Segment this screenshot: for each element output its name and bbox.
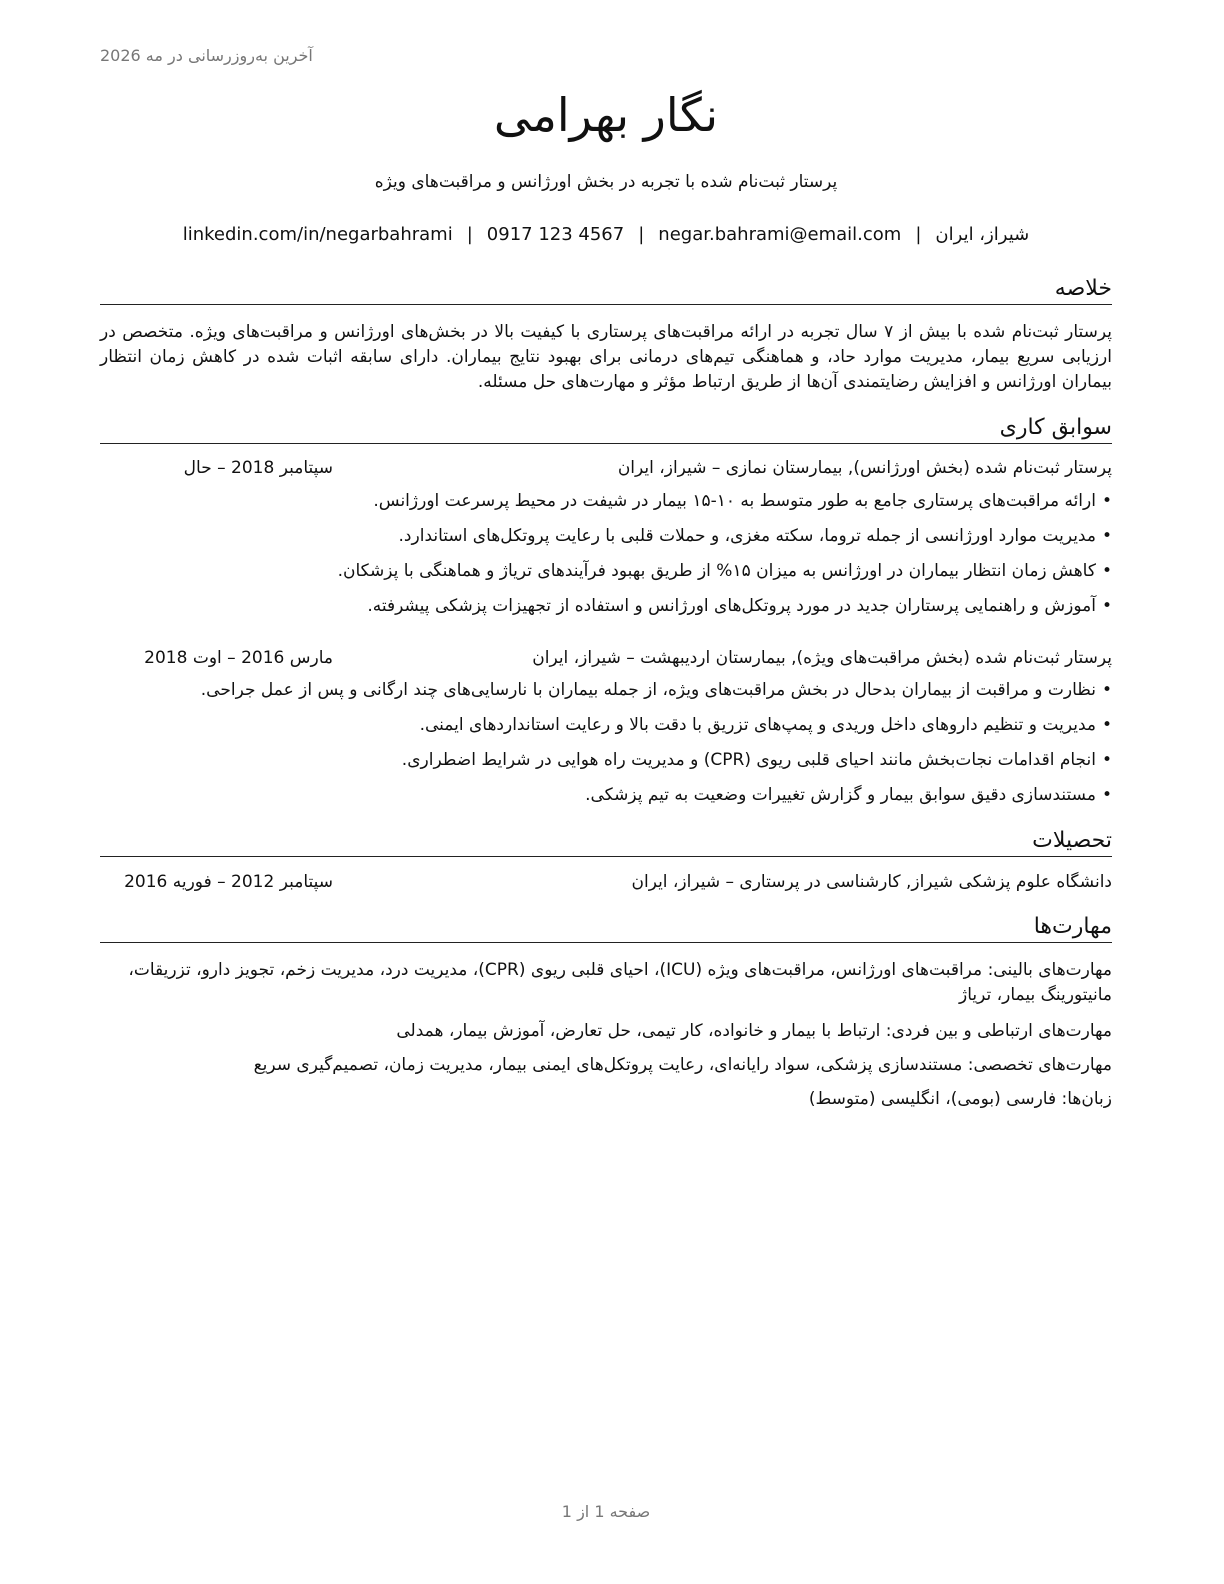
education-entry [100,872,1112,896]
summary-heading: خلاصه [100,276,1112,305]
list-item: • انجام اقدامات نجات‌بخش مانند احیای قلبی ریوی (CPR) و مدیریت راه هوایی در شرایط اضطراری. [100,748,1112,772]
job-bullets [100,678,1112,818]
job-bullets [100,489,1112,629]
list-item: • مدیریت موارد اورژانسی از جمله تروما، سکته مغزی، و حملات قلبی با رعایت پروتکل‌های استاندارد. [100,524,1112,548]
degree-title: دانشگاه علوم پزشکی شیراز, کارشناسی در پرستاری – شیراز، ایران [631,872,1112,892]
job-header [100,458,1112,482]
skill-line: زبان‌ها: فارسی (بومی)، انگلیسی (متوسط) [808,1089,1112,1109]
job-date: سپتامبر 2018 – حال [183,458,333,478]
email-link[interactable]: negar.bahrami@email.com [658,224,902,245]
skills-heading: مهارت‌ها [100,914,1112,943]
list-item: • کاهش زمان انتظار بیماران در اورژانس به میزان ۱۵% از طریق بهبود فرآیندهای تریاژ و هماهنگی با پزشکان. [100,559,1112,583]
list-item: • نظارت و مراقبت از بیماران بدحال در بخش مراقبت‌های ویژه، از جمله بیماران با نارسایی‌های چند ارگانی و پس از عمل جراحی. [100,678,1112,702]
last-updated: آخرین به‌روزرسانی در مه 2026 [100,46,313,65]
education-date: سپتامبر 2012 – فوریه 2016 [124,872,333,892]
location: شیراز، ایران [935,224,1030,245]
skill-line: مهارت‌های ارتباطی و بین فردی: ارتباط با بیمار و خانواده، کار تیمی، حل تعارض، آموزش بیمار، همدلی [396,1021,1112,1041]
experience-heading: سوابق کاری [100,415,1112,444]
linkedin-link[interactable]: linkedin.com/in/negarbahrami [182,224,453,245]
job-title: پرستار ثبت‌نام شده (بخش اورژانس), بیمارستان نمازی – شیراز، ایران [617,458,1112,478]
list-item: • مدیریت و تنظیم داروهای داخل وریدی و پمپ‌های تزریق با دقت بالا و رعایت استانداردهای ایمنی. [100,713,1112,737]
separator: | [638,224,645,245]
candidate-name: نگار بهرامی [493,88,719,142]
contact-line [100,224,1112,245]
resume-page [100,0,1112,1584]
job-title: پرستار ثبت‌نام شده (بخش مراقبت‌های ویژه), بیمارستان اردیبهشت – شیراز، ایران [532,648,1112,668]
summary-text: پرستار ثبت‌نام شده با بیش از ۷ سال تجربه در ارائه مراقبت‌های پرستاری با کیفیت بالا در بخش‌های اورژانس و مراقبت‌های ویژه. متخصص در ارزیابی سریع بیمار، مدیریت موارد حاد، و هماهنگی تیم‌های درمانی برای بهبود نتایج بیماران. دارای سابقه اثبات شده در کاهش زمان انتظار بیماران اورژانس و افزایش رضایتمندی آن‌ها از طریق ارتباط مؤثر و مهارت‌های حل مسئله. [100,322,1112,392]
separator: | [466,224,473,245]
phone-number: 0917 123 4567 [486,224,625,245]
list-item: • آموزش و راهنمایی پرستاران جدید در مورد پروتکل‌های اورژانس و استفاده از تجهیزات پزشکی پیشرفته. [100,594,1112,618]
job-header [100,648,1112,672]
job-date: مارس 2016 – اوت 2018 [144,648,333,668]
list-item: • ارائه مراقبت‌های پرستاری جامع به طور متوسط به ۱۰-۱۵ بیمار در شیفت در محیط پرسرعت اورژانس. [100,489,1112,513]
page-number: صفحه 1 از 1 [561,1502,651,1521]
skill-line: مهارت‌های تخصصی: مستندسازی پزشکی، سواد رایانه‌ای، رعایت پروتکل‌های ایمنی بیمار، مدیریت زمان، تصمیم‌گیری سریع [253,1055,1112,1075]
skill-line: مهارت‌های بالینی: مراقبت‌های اورژانس، مراقبت‌های ویژه (ICU)، احیای قلبی ریوی (CPR)، مدیریت درد، مدیریت زخم، تجویز دارو، تزریقات، مانیتورینگ بیمار، تریاژ [128,960,1112,1005]
list-item: • مستندسازی دقیق سوابق بیمار و گزارش تغییرات وضعیت به تیم پزشکی. [100,783,1112,807]
education-heading: تحصیلات [100,828,1112,857]
headline: پرستار ثبت‌نام شده با تجربه در بخش اورژانس و مراقبت‌های ویژه [374,172,838,192]
separator: | [915,224,922,245]
